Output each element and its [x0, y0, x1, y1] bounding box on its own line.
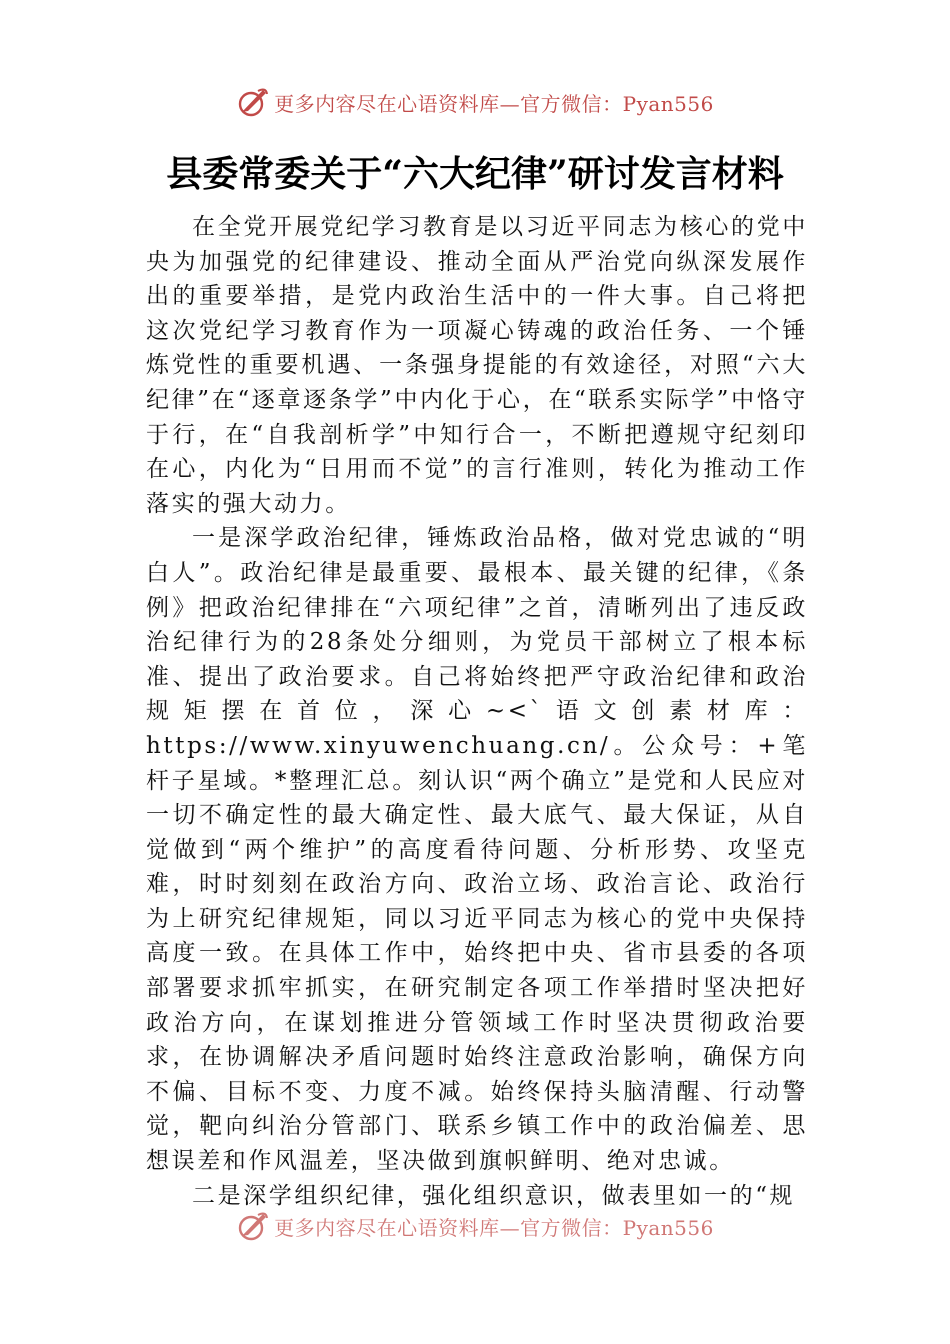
watermark-footer — [0, 1206, 950, 1246]
paragraph: 在全党开展党纪学习教育是以习近平同志为核心的党中央为加强党的纪律建设、推动全面从严治党向纵深发展作出的重要举措，是党内政治生活中的一件大事。自己将把这次党纪学习教育作为一项凝心铸魂的政治任务、一个锤炼党性的重要机遇、一条强身提能的有效途径，对照“六大纪律”在“逐章逐条学”中内化于心，在“联系实际学”中恪守于行，在“自我剖析学”中知行合一，不断把遵规守纪刻印在心，内化为“日用而不觉”的言行准则，转化为推动工作落实的强大动力。 — [146, 214, 808, 517]
watermark-header — [0, 82, 950, 122]
quill-logo-icon — [236, 85, 270, 119]
paragraph: 二是深学组织纪律，强化组织意识，做表里如一的“规 — [192, 1182, 796, 1209]
document-body — [146, 210, 808, 1213]
watermark-text: 更多内容尽在心语资料库—官方微信：Pyan556 — [274, 91, 714, 116]
quill-logo-icon — [236, 1209, 270, 1243]
document-title: 县委常委关于“六大纪律”研讨发言材料 — [166, 153, 784, 195]
paragraph: 一是深学政治纪律，锤炼政治品格，做对党忠诚的“明白人”。政治纪律是最重要、最根本、最关键的纪律，《条例》把政治纪律排在“六项纪律”之首，清晰列出了违反政治纪律行为的28条处分细则，为党员干部树立了根本标准、提出了政治要求。自己将始终把严守政治纪律和政治规矩摆在首位，深心~<`语文创素材库：https://www.xinyuwenchuang.cn/。公众号：+笔杆子星域。*整理汇总。刻认识“两个确立”是党和人民应对一切不确定性的最大确定性、最大底气、最大保证，从自觉做到“两个维护”的高度看待问题、分析形势、攻坚克难，时时刻刻在政治方向、政治立场、政治言论、政治行为上研究纪律规矩，同以习近平同志为核心的党中央保持高度一致。在具体工作中，始终把中央、省市县委的各项部署要求抓牢抓实，在研究制定各项工作举措时坚决把好政治方向，在谋划推进分管领域工作时坚决贯彻政治要求，在协调解决矛盾问题时始终注意政治影响，确保方向不偏、目标不变、力度不减。始终保持头脑清醒、行动警觉，靶向纠治分管部门、联系乡镇工作中的政治偏差、思想误差和作风温差，坚决做到旗帜鲜明、绝对忠诚。 — [146, 525, 808, 1175]
watermark-text: 更多内容尽在心语资料库—官方微信：Pyan556 — [274, 1215, 714, 1240]
